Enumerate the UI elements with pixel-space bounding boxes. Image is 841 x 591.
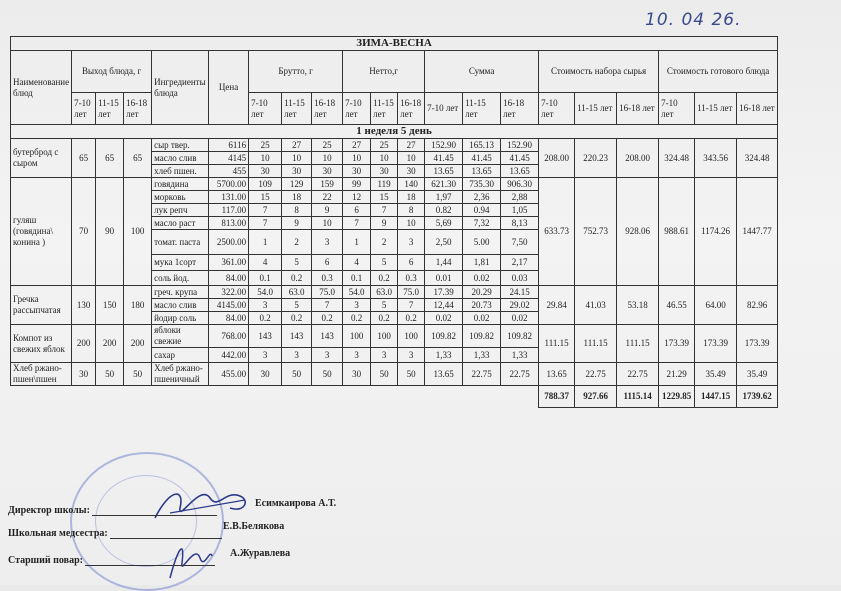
ingredient-name: сыр твер. — [152, 139, 209, 152]
age-label: 16-18 лет — [398, 93, 425, 125]
raw-cost: 111.15 — [539, 325, 575, 363]
table-body — [11, 139, 778, 386]
gross-weight: 3 — [249, 299, 282, 312]
ingredient-sum: 152.90 — [501, 139, 539, 152]
gross-weight: 9 — [282, 217, 312, 230]
net-weight: 18 — [398, 191, 425, 204]
age-label: 7-10 лет — [72, 93, 96, 125]
age-label: 11-15 лет — [695, 93, 737, 125]
raw-cost: 208.00 — [539, 139, 575, 178]
age-label: 16-18 лет — [617, 93, 659, 125]
raw-cost: 111.15 — [575, 325, 617, 363]
signature-role: Старший повар: — [8, 555, 83, 566]
gross-weight: 159 — [312, 178, 343, 191]
gross-weight: 50 — [312, 363, 343, 386]
table-row — [11, 139, 778, 152]
ready-cost: 343.56 — [695, 139, 737, 178]
gross-weight: 10 — [312, 217, 343, 230]
gross-weight: 54.0 — [249, 286, 282, 299]
gross-weight: 10 — [312, 152, 343, 165]
ingredient-name: сахар — [152, 348, 209, 363]
gross-weight: 6 — [312, 255, 343, 271]
dish-yield: 200 — [124, 325, 152, 363]
raw-cost: 13.65 — [539, 363, 575, 386]
net-weight: 50 — [398, 363, 425, 386]
net-weight: 5 — [371, 255, 398, 271]
table-row — [11, 363, 778, 386]
ingredient-sum: 906.30 — [501, 178, 539, 191]
gross-weight: 27 — [282, 139, 312, 152]
gross-weight: 143 — [282, 325, 312, 348]
ingredient-name: яблоки свежие — [152, 325, 209, 348]
ingredient-name: масло раст — [152, 217, 209, 230]
gross-weight: 5 — [282, 255, 312, 271]
net-weight: 9 — [371, 217, 398, 230]
age-label: 16-18 лет — [124, 93, 152, 125]
col-net: Нетто,г — [343, 51, 425, 93]
season-title: ЗИМА-ВЕСНА — [11, 37, 778, 51]
dish-yield: 200 — [96, 325, 124, 363]
gross-weight: 25 — [312, 139, 343, 152]
dish-name: Компот из свежих яблок — [11, 325, 72, 363]
ingredient-sum: 1,33 — [425, 348, 463, 363]
raw-cost: 111.15 — [617, 325, 659, 363]
col-ready-cost: Стоимость готового блюда — [659, 51, 778, 93]
ingredient-sum: 0.82 — [425, 204, 463, 217]
dish-yield: 65 — [124, 139, 152, 178]
gross-weight: 3 — [249, 348, 282, 363]
net-weight: 27 — [343, 139, 371, 152]
net-weight: 0.2 — [398, 312, 425, 325]
ingredient-sum: 24.15 — [501, 286, 539, 299]
ingredient-sum: 109.82 — [425, 325, 463, 348]
ingredient-name: томат. паста — [152, 230, 209, 255]
col-price: Цена — [209, 51, 249, 125]
ingredient-sum: 735.30 — [463, 178, 501, 191]
col-ingredients: Ингредиенты блюда — [152, 51, 209, 125]
gross-weight: 30 — [249, 165, 282, 178]
table-header — [11, 37, 778, 139]
gross-weight: 18 — [282, 191, 312, 204]
table-footer — [11, 386, 778, 408]
age-label: 11-15 лет — [282, 93, 312, 125]
gross-weight: 143 — [249, 325, 282, 348]
net-weight: 6 — [398, 255, 425, 271]
net-weight: 30 — [371, 165, 398, 178]
signature-name: Е.В.Белякова — [223, 521, 285, 532]
gross-weight: 9 — [312, 204, 343, 217]
net-weight: 3 — [343, 299, 371, 312]
age-header-row — [11, 93, 778, 125]
gross-weight: 7 — [249, 217, 282, 230]
dish-yield: 130 — [72, 286, 96, 325]
ingredient-price: 4145 — [209, 152, 249, 165]
net-weight: 2 — [371, 230, 398, 255]
ingredient-sum: 20.29 — [463, 286, 501, 299]
gross-weight: 10 — [282, 152, 312, 165]
dish-name: бутерброд с сыром — [11, 139, 72, 178]
ingredient-sum: 22.75 — [501, 363, 539, 386]
net-weight: 3 — [398, 230, 425, 255]
net-weight: 8 — [398, 204, 425, 217]
net-weight: 0.1 — [343, 271, 371, 286]
age-label: 16-18 лет — [737, 93, 778, 125]
ingredient-name: морковь — [152, 191, 209, 204]
age-label: 16-18 лет — [312, 93, 343, 125]
net-weight: 0.2 — [371, 271, 398, 286]
net-weight: 54.0 — [343, 286, 371, 299]
signature-role: Школьная медсестра: — [8, 528, 108, 539]
ingredient-price: 442.00 — [209, 348, 249, 363]
raw-cost: 208.00 — [617, 139, 659, 178]
net-weight: 10 — [398, 152, 425, 165]
ingredient-sum: 41.45 — [425, 152, 463, 165]
ingredient-name: соль йод. — [152, 271, 209, 286]
ingredient-name: греч. крупа — [152, 286, 209, 299]
ingredient-sum: 13.65 — [425, 165, 463, 178]
ready-cost: 82.96 — [737, 286, 778, 325]
total-raw-cost: 1115.14 — [617, 386, 659, 408]
net-weight: 0.2 — [371, 312, 398, 325]
gross-weight: 3 — [312, 348, 343, 363]
ingredient-sum: 12,44 — [425, 299, 463, 312]
dish-yield: 90 — [96, 178, 124, 286]
handwritten-date: 10. 04 26. — [645, 10, 742, 30]
ingredient-sum: 0.94 — [463, 204, 501, 217]
ingredient-price: 117.00 — [209, 204, 249, 217]
gross-weight: 5 — [282, 299, 312, 312]
dish-yield: 100 — [124, 178, 152, 286]
signature-name: Есимкаирова А.Т. — [255, 498, 337, 509]
raw-cost: 752.73 — [575, 178, 617, 286]
gross-weight: 75.0 — [312, 286, 343, 299]
gross-weight: 1 — [249, 230, 282, 255]
ingredient-sum: 7,50 — [501, 230, 539, 255]
ingredient-sum: 13.65 — [463, 165, 501, 178]
ingredient-sum: 0.02 — [463, 271, 501, 286]
dish-yield: 50 — [96, 363, 124, 386]
ingredient-sum: 1,05 — [501, 204, 539, 217]
net-weight: 7 — [343, 217, 371, 230]
week-day-label: 1 неделя 5 день — [11, 125, 778, 139]
ingredient-price: 84.00 — [209, 271, 249, 286]
menu-table — [10, 36, 778, 408]
age-label: 11-15 лет — [575, 93, 617, 125]
dish-yield: 65 — [96, 139, 124, 178]
raw-cost: 220.23 — [575, 139, 617, 178]
ready-cost: 173.39 — [737, 325, 778, 363]
net-weight: 30 — [343, 165, 371, 178]
gross-weight: 2 — [282, 230, 312, 255]
net-weight: 119 — [371, 178, 398, 191]
net-weight: 15 — [371, 191, 398, 204]
ingredient-sum: 1,97 — [425, 191, 463, 204]
dish-yield: 30 — [72, 363, 96, 386]
ready-cost: 324.48 — [659, 139, 695, 178]
net-weight: 30 — [343, 363, 371, 386]
net-weight: 140 — [398, 178, 425, 191]
gross-weight: 10 — [249, 152, 282, 165]
ingredient-price: 455 — [209, 165, 249, 178]
net-weight: 99 — [343, 178, 371, 191]
age-label: 11-15 лет — [371, 93, 398, 125]
net-weight: 75.0 — [398, 286, 425, 299]
net-weight: 4 — [343, 255, 371, 271]
ingredient-sum: 1,44 — [425, 255, 463, 271]
age-label: 11-15 лет — [96, 93, 124, 125]
ingredient-sum: 0.02 — [425, 312, 463, 325]
col-gross: Брутто, г — [249, 51, 343, 93]
signature-row-cook — [8, 555, 215, 566]
ingredient-name: Хлеб ржано-пшеничный — [152, 363, 209, 386]
dish-yield: 180 — [124, 286, 152, 325]
ingredient-name: хлеб пшен. — [152, 165, 209, 178]
total-ready-cost: 1447.15 — [695, 386, 737, 408]
net-weight: 0.3 — [398, 271, 425, 286]
ingredient-name: говядина — [152, 178, 209, 191]
ingredient-sum: 17.39 — [425, 286, 463, 299]
ingredient-sum: 2,88 — [501, 191, 539, 204]
gross-weight: 4 — [249, 255, 282, 271]
net-weight: 0.2 — [343, 312, 371, 325]
gross-weight: 0.1 — [249, 271, 282, 286]
ingredient-sum: 1,81 — [463, 255, 501, 271]
ingredient-sum: 2,17 — [501, 255, 539, 271]
gross-weight: 30 — [282, 165, 312, 178]
net-weight: 6 — [343, 204, 371, 217]
net-weight: 63.0 — [371, 286, 398, 299]
gross-weight: 30 — [312, 165, 343, 178]
gross-weight: 30 — [249, 363, 282, 386]
ingredient-price: 813.00 — [209, 217, 249, 230]
ingredient-sum: 20.73 — [463, 299, 501, 312]
ingredient-sum: 0.02 — [501, 312, 539, 325]
ingredient-sum: 0.02 — [463, 312, 501, 325]
ready-cost: 21.29 — [659, 363, 695, 386]
dish-yield: 70 — [72, 178, 96, 286]
ingredient-price: 322.00 — [209, 286, 249, 299]
signature-name: А.Журавлева — [230, 548, 291, 559]
net-weight: 12 — [343, 191, 371, 204]
ready-cost: 46.55 — [659, 286, 695, 325]
ingredient-sum: 8,13 — [501, 217, 539, 230]
net-weight: 100 — [398, 325, 425, 348]
table-row — [11, 178, 778, 191]
net-weight: 50 — [371, 363, 398, 386]
gross-weight: 109 — [249, 178, 282, 191]
net-weight: 7 — [398, 299, 425, 312]
raw-cost: 29.84 — [539, 286, 575, 325]
signature-line — [110, 538, 222, 539]
age-label: 7-10 лет — [343, 93, 371, 125]
ready-cost: 35.49 — [695, 363, 737, 386]
net-weight: 5 — [371, 299, 398, 312]
ingredient-sum: 5.00 — [463, 230, 501, 255]
ingredient-sum: 152.90 — [425, 139, 463, 152]
net-weight: 100 — [371, 325, 398, 348]
gross-weight: 8 — [282, 204, 312, 217]
ingredient-sum: 29.02 — [501, 299, 539, 312]
net-weight: 25 — [371, 139, 398, 152]
gross-weight: 25 — [249, 139, 282, 152]
ready-cost: 64.00 — [695, 286, 737, 325]
total-raw-cost: 927.66 — [575, 386, 617, 408]
ingredient-sum: 0.01 — [425, 271, 463, 286]
ingredient-price: 455.00 — [209, 363, 249, 386]
ingredient-price: 361.00 — [209, 255, 249, 271]
ingredient-name: лук репч — [152, 204, 209, 217]
age-label: 16-18 лет — [501, 93, 539, 125]
ingredient-sum: 5,69 — [425, 217, 463, 230]
gross-weight: 7 — [312, 299, 343, 312]
dish-yield: 150 — [96, 286, 124, 325]
ingredient-sum: 41.45 — [501, 152, 539, 165]
ingredient-sum: 7,32 — [463, 217, 501, 230]
signature-row-nurse — [8, 528, 222, 539]
ingredient-price: 131.00 — [209, 191, 249, 204]
ready-cost: 1447.77 — [737, 178, 778, 286]
ingredient-sum: 1,33 — [463, 348, 501, 363]
table-row — [11, 286, 778, 299]
ingredient-sum: 2,50 — [425, 230, 463, 255]
net-weight: 3 — [343, 348, 371, 363]
ingredient-sum: 621.30 — [425, 178, 463, 191]
dish-name: Гречка рассыпчатая — [11, 286, 72, 325]
gross-weight: 15 — [249, 191, 282, 204]
signature-role: Директор школы: — [8, 505, 90, 516]
gross-weight: 63.0 — [282, 286, 312, 299]
ingredient-sum: 0.03 — [501, 271, 539, 286]
net-weight: 7 — [371, 204, 398, 217]
raw-cost: 22.75 — [575, 363, 617, 386]
gross-weight: 0.2 — [249, 312, 282, 325]
gross-weight: 3 — [282, 348, 312, 363]
ingredient-sum: 109.82 — [501, 325, 539, 348]
gross-weight: 3 — [312, 230, 343, 255]
ingredient-price: 768.00 — [209, 325, 249, 348]
ingredient-price: 2500.00 — [209, 230, 249, 255]
ready-cost: 35.49 — [737, 363, 778, 386]
net-weight: 30 — [398, 165, 425, 178]
net-weight: 10 — [371, 152, 398, 165]
raw-cost: 633.73 — [539, 178, 575, 286]
dish-name: гуляш (говядина\ конина ) — [11, 178, 72, 286]
ready-cost: 988.61 — [659, 178, 695, 286]
gross-weight: 129 — [282, 178, 312, 191]
ingredient-sum: 13.65 — [501, 165, 539, 178]
signature-line — [85, 565, 215, 566]
ingredient-price: 4145.00 — [209, 299, 249, 312]
ready-cost: 173.39 — [659, 325, 695, 363]
ingredient-name: йодир соль — [152, 312, 209, 325]
ingredient-sum: 165.13 — [463, 139, 501, 152]
age-label: 7-10 лет — [659, 93, 695, 125]
ingredient-name: масло слив — [152, 299, 209, 312]
net-weight: 3 — [371, 348, 398, 363]
ingredient-name: мука 1сорт — [152, 255, 209, 271]
raw-cost: 41.03 — [575, 286, 617, 325]
table-row — [11, 325, 778, 348]
gross-weight: 0.2 — [282, 312, 312, 325]
ingredient-sum: 109.82 — [463, 325, 501, 348]
raw-cost: 928.06 — [617, 178, 659, 286]
ingredient-name: масло слив — [152, 152, 209, 165]
net-weight: 1 — [343, 230, 371, 255]
age-label: 7-10 лет — [539, 93, 575, 125]
ready-cost: 324.48 — [737, 139, 778, 178]
dish-yield: 50 — [124, 363, 152, 386]
gross-weight: 22 — [312, 191, 343, 204]
ingredient-sum: 22.75 — [463, 363, 501, 386]
total-ready-cost: 1739.62 — [737, 386, 778, 408]
dish-yield: 65 — [72, 139, 96, 178]
ingredient-sum: 13.65 — [425, 363, 463, 386]
age-label: 11-15 лет — [463, 93, 501, 125]
total-ready-cost: 1229.85 — [659, 386, 695, 408]
signature-line — [92, 515, 217, 516]
ready-cost: 1174.26 — [695, 178, 737, 286]
dish-name: Хлеб ржано-пшен\пшен — [11, 363, 72, 386]
age-label: 7-10 лет — [249, 93, 282, 125]
col-yield: Выход блюда, г — [72, 51, 152, 93]
raw-cost: 22.75 — [617, 363, 659, 386]
totals-spacer — [11, 386, 539, 408]
gross-weight: 0.2 — [282, 271, 312, 286]
ingredient-sum: 1,33 — [501, 348, 539, 363]
col-sum: Сумма — [425, 51, 539, 93]
col-dish-name: Наименование блюд — [11, 51, 72, 125]
net-weight: 100 — [343, 325, 371, 348]
net-weight: 10 — [398, 217, 425, 230]
gross-weight: 0.3 — [312, 271, 343, 286]
dish-yield: 200 — [72, 325, 96, 363]
ingredient-price: 6116 — [209, 139, 249, 152]
raw-cost: 53.18 — [617, 286, 659, 325]
col-raw-cost: Стоимость набора сырья — [539, 51, 659, 93]
total-raw-cost: 788.37 — [539, 386, 575, 408]
gross-weight: 7 — [249, 204, 282, 217]
gross-weight: 143 — [312, 325, 343, 348]
ready-cost: 173.39 — [695, 325, 737, 363]
ingredient-price: 5700.00 — [209, 178, 249, 191]
net-weight: 3 — [398, 348, 425, 363]
gross-weight: 0.2 — [312, 312, 343, 325]
ingredient-sum: 2,36 — [463, 191, 501, 204]
gross-weight: 50 — [282, 363, 312, 386]
net-weight: 10 — [343, 152, 371, 165]
signature-row-director — [8, 505, 217, 516]
ingredient-price: 84.00 — [209, 312, 249, 325]
ingredient-sum: 41.45 — [463, 152, 501, 165]
net-weight: 27 — [398, 139, 425, 152]
age-label: 7-10 лет — [425, 93, 463, 125]
totals-row — [11, 386, 778, 408]
